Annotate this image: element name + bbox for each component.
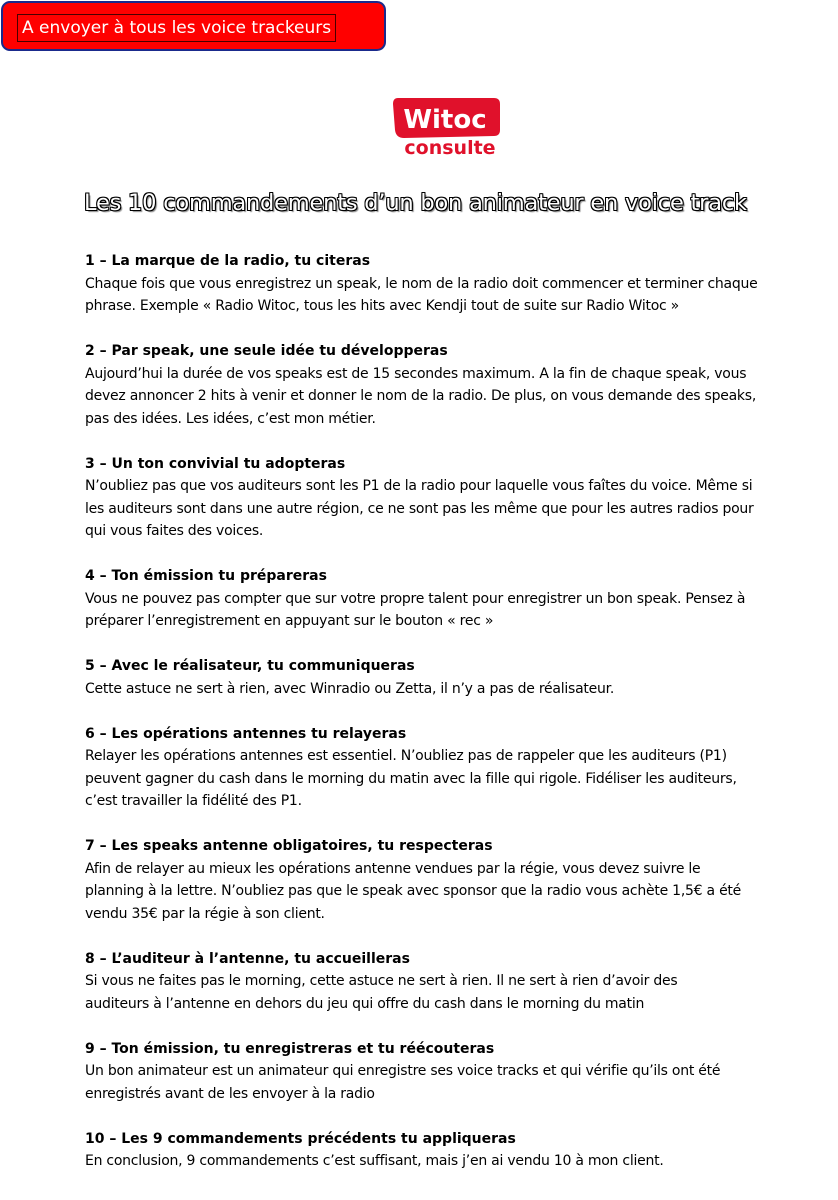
commandment-9 xyxy=(85,1038,830,1106)
commandment-2 xyxy=(85,340,830,430)
commandment-5 xyxy=(85,655,830,700)
body-line: Relayer les opérations antennes est essentiel. N’oubliez pas de rappeler que les auditeurs (P1) xyxy=(85,748,727,764)
body-line: vendu 35€ par la régie à son client. xyxy=(85,905,325,922)
commandment-7 xyxy=(85,835,830,925)
commandment-body xyxy=(85,475,830,543)
logo-sub-text: consulte xyxy=(404,137,496,159)
commandment-heading: 5 – Avec le réalisateur, tu communiqueras xyxy=(85,658,415,674)
commandment-body xyxy=(85,858,830,926)
commandment-heading: 10 – Les 9 commandements précédents tu appliqueras xyxy=(85,1130,516,1147)
body-line: Cette astuce ne sert à rien, avec Winradio ou Zetta, il n’y a pas de réalisateur. xyxy=(85,680,615,697)
document-title: Les 10 commandements d’un bon animateur en voice track xyxy=(84,190,747,216)
body-line: En conclusion, 9 commandements c’est suffisant, mais j’en ai vendu 10 à mon client. xyxy=(85,1153,664,1169)
commandment-body xyxy=(85,273,830,318)
commandment-heading: 2 – Par speak, une seule idée tu développeras xyxy=(85,343,448,359)
commandment-heading: 7 – Les speaks antenne obligatoires, tu respecteras xyxy=(85,838,493,854)
body-line: phrase. Exemple « Radio Witoc, tous les hits avec Kendji tout de suite sur Radio Witoc » xyxy=(85,298,679,314)
commandment-body xyxy=(85,970,830,1015)
commandment-6 xyxy=(85,723,830,813)
body-line: Chaque fois que vous enregistrez un speak, le nom de la radio doit commencer et terminer chaque xyxy=(85,275,758,292)
body-line: Aujourd’hui la durée de vos speaks est de 15 secondes maximum. A la fin de chaque speak, vous xyxy=(85,365,747,382)
commandment-body xyxy=(85,1150,830,1173)
commandment-heading: 6 – Les opérations antennes tu relayeras xyxy=(85,725,407,742)
body-line: peuvent gagner du cash dans le morning du matin avec la fille qui rigole. Fidéliser les auditeurs, xyxy=(85,770,737,787)
commandment-body xyxy=(85,678,830,701)
commandments-list xyxy=(85,250,830,1195)
commandment-heading: 3 – Un ton convivial tu adopteras xyxy=(85,455,346,472)
body-line: préparer l’enregistrement en appuyant sur le bouton « rec » xyxy=(85,613,494,629)
commandment-heading: 1 – La marque de la radio, tu citeras xyxy=(85,253,371,269)
body-line: pas des idées. Les idées, c’est mon métier. xyxy=(85,410,376,427)
body-line: Si vous ne faites pas le morning, cette astuce ne sert à rien. Il ne sert à rien d’avoir des xyxy=(85,973,678,989)
commandment-1 xyxy=(85,250,830,318)
commandment-heading: 9 – Ton émission, tu enregistreras et tu réécouteras xyxy=(85,1040,495,1057)
commandment-10 xyxy=(85,1128,830,1173)
body-line: les auditeurs sont dans une autre région, ce ne sont pas les même que pour les autres radios pour xyxy=(85,500,754,517)
notice-banner xyxy=(1,1,386,51)
commandment-body xyxy=(85,588,830,633)
body-line: enregistrés avant de les envoyer à la radio xyxy=(85,1085,375,1102)
body-line: Un bon animateur est un animateur qui enregistre ses voice tracks et qui vérifie qu’ils ont été xyxy=(85,1063,721,1079)
logo-brand-text: Witoc xyxy=(403,105,487,135)
notice-banner-text: A envoyer à tous les voice trackeurs xyxy=(17,14,336,42)
commandment-body xyxy=(85,745,830,813)
commandment-8 xyxy=(85,948,830,1016)
commandment-4 xyxy=(85,565,830,633)
body-line: N’oubliez pas que vos auditeurs sont les P1 de la radio pour laquelle vous faîtes du voice. Même si xyxy=(85,478,753,494)
commandment-heading: 4 – Ton émission tu prépareras xyxy=(85,568,327,584)
body-line: auditeurs à l’antenne en dehors du jeu qui offre du cash dans le morning du matin xyxy=(85,995,645,1012)
body-line: Vous ne pouvez pas compter que sur votre propre talent pour enregistrer un bon speak. Pensez à xyxy=(85,590,746,607)
commandment-body xyxy=(85,1060,830,1105)
body-line: devez annoncer 2 hits à venir et donner le nom de la radio. De plus, on vous demande des speaks, xyxy=(85,388,757,404)
body-line: planning à la lettre. N’oubliez pas que le speak avec sponsor que la radio vous achète 1,5€ a été xyxy=(85,883,742,899)
body-line: qui vous faites des voices. xyxy=(85,523,264,539)
witoc-consulte-logo xyxy=(390,94,502,160)
commandment-heading: 8 – L’auditeur à l’antenne, tu accueilleras xyxy=(85,950,410,967)
commandment-body xyxy=(85,363,830,431)
body-line: Afin de relayer au mieux les opérations antenne vendues par la régie, vous devez suivre le xyxy=(85,860,701,877)
commandment-3 xyxy=(85,453,830,543)
body-line: c’est travailler la fidélité des P1. xyxy=(85,793,302,809)
